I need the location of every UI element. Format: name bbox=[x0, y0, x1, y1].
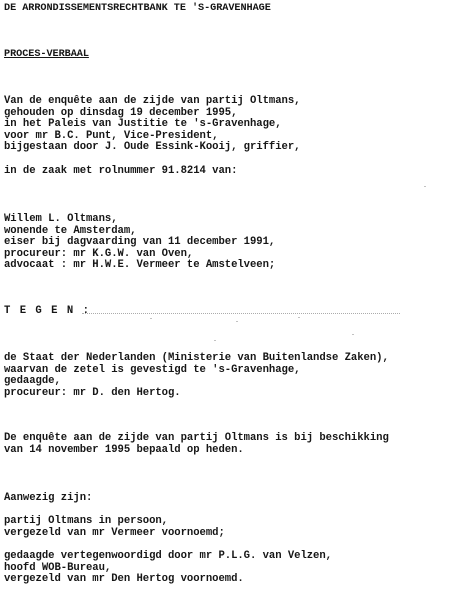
beschikking-line: van 14 november 1995 bepaald op heden. bbox=[4, 443, 244, 456]
eiser-line: procureur: mr K.G.W. van Oven, bbox=[4, 247, 194, 260]
scan-speck bbox=[150, 318, 152, 319]
aanwezig-paragraph bbox=[4, 493, 92, 505]
eiser-line: advocaat : mr H.W.E. Vermeer te Amstelveen; bbox=[4, 259, 276, 271]
enquete-line: gehouden op dinsdag 19 december 1995, bbox=[4, 106, 238, 119]
gedaagde-line: gedaagde vertegenwoordigd door mr P.L.G. van Velzen, bbox=[4, 550, 332, 562]
tegen-label: T E G E N : bbox=[4, 305, 91, 317]
staat-line: procureur: mr D. den Hertog. bbox=[4, 386, 181, 399]
zaak-line: in de zaak met rolnummer 91.8214 van: bbox=[4, 165, 238, 177]
enquete-line: voor mr B.C. Punt, Vice-President, bbox=[4, 129, 219, 142]
eiser-line: eiser bij dagvaarding van 11 december 1991, bbox=[4, 236, 276, 248]
scan-speck bbox=[298, 317, 300, 318]
scan-speck bbox=[352, 334, 354, 335]
gedaagde-line: hoofd WOB-Bureau, bbox=[4, 561, 112, 574]
staat-paragraph bbox=[4, 353, 389, 399]
gedaagde-line: vergezeld van mr Den Hertog voornoemd. bbox=[4, 573, 244, 585]
enquete-line: in het Paleis van Justitie te 's-Gravenhage, bbox=[4, 118, 282, 130]
beschikking-paragraph bbox=[4, 433, 389, 456]
eiser-paragraph bbox=[4, 214, 275, 272]
enquete-line: Van de enquête aan de zijde van partij Oltmans, bbox=[4, 95, 301, 107]
scan-speck bbox=[236, 321, 238, 322]
scan-speck bbox=[214, 340, 216, 341]
staat-line: waarvan de zetel is gevestigd te 's-Gravenhage, bbox=[4, 363, 301, 376]
enquete-paragraph bbox=[4, 96, 300, 154]
partij-line: vergezeld van mr Vermeer voornoemd; bbox=[4, 526, 225, 539]
gedaagde-paragraph bbox=[4, 551, 332, 586]
partij-paragraph bbox=[4, 516, 225, 539]
eiser-line: wonende te Amsterdam, bbox=[4, 224, 137, 237]
staat-line: de Staat der Nederlanden (Ministerie van Buitenlandse Zaken), bbox=[4, 352, 389, 364]
scan-noise-line bbox=[82, 313, 400, 315]
scan-speck bbox=[424, 186, 426, 187]
partij-line: partij Oltmans in persoon, bbox=[4, 515, 168, 527]
eiser-line: Willem L. Oltmans, bbox=[4, 213, 118, 225]
zaak-paragraph bbox=[4, 166, 237, 178]
document-title: PROCES-VERBAAL bbox=[4, 49, 89, 60]
staat-line: gedaagde, bbox=[4, 375, 61, 387]
court-header: DE ARRONDISSEMENTSRECHTBANK TE 'S-GRAVENHAGE bbox=[4, 3, 271, 14]
aanwezig-label: Aanwezig zijn: bbox=[4, 492, 93, 504]
enquete-line: bijgestaan door J. Oude Essink-Kooij, griffier, bbox=[4, 141, 301, 153]
beschikking-line: De enquête aan de zijde van partij Oltmans is bij beschikking bbox=[4, 432, 389, 444]
